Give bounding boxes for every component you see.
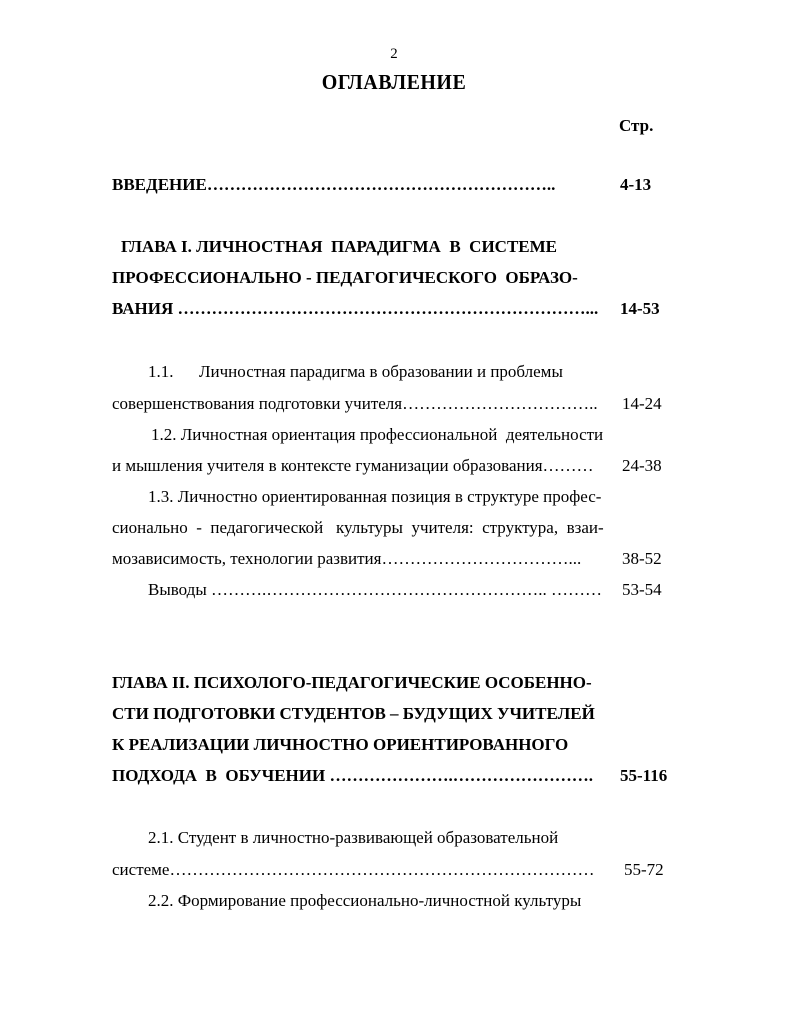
toc-section-1-3-line1: 1.3. Личностно ориентированная позиция в структуре профес- bbox=[148, 487, 602, 506]
toc-section-2-1-line1: 2.1. Студент в личностно-развивающей образовательной bbox=[148, 828, 559, 847]
toc-chapter2-line1: ГЛАВА II. ПСИХОЛОГО-ПЕДАГОГИЧЕСКИЕ ОСОБЕННО- bbox=[112, 673, 592, 692]
toc-intro-pages: 4-13 bbox=[620, 175, 652, 194]
toc-section-2-1-line2: системе………………………………………………………………… bbox=[112, 860, 595, 879]
toc-section-2-2-line1: 2.2. Формирование профессионально-личностной культуры bbox=[148, 891, 582, 910]
toc-section-2-1-pages: 55-72 bbox=[624, 860, 664, 879]
toc-section-1-1-pages: 14-24 bbox=[622, 394, 662, 413]
toc-section-1-3-line2: сионально - педагогической культуры учителя: структура, взаи- bbox=[112, 518, 604, 537]
toc-section-1-1-line1: 1.1. Личностная парадигма в образовании и проблемы bbox=[148, 362, 563, 381]
toc-section-1-2-line1: 1.2. Личностная ориентация профессиональной деятельности bbox=[151, 425, 604, 444]
toc-chapter1-pages: 14-53 bbox=[620, 299, 660, 318]
toc-chapter2-line3: К РЕАЛИЗАЦИИ ЛИЧНОСТНО ОРИЕНТИРОВАННОГО bbox=[112, 735, 569, 754]
toc-chapter1-line3: ВАНИЯ ………………………………………………………………... bbox=[112, 299, 599, 318]
page-number: 2 bbox=[390, 46, 398, 62]
toc-section-1-3-line3: мозависимость, технологии развития……………………………... bbox=[112, 549, 582, 568]
toc-section-1-2-line2: и мышления учителя в контексте гуманизации образования……… bbox=[112, 456, 594, 475]
toc-chapter1-line1: ГЛАВА I. ЛИЧНОСТНАЯ ПАРАДИГМА В СИСТЕМЕ bbox=[121, 237, 558, 256]
toc-chapter2-pages: 55-116 bbox=[620, 766, 668, 785]
pages-column-header: Стр. bbox=[619, 116, 654, 135]
toc-chapter1-line2: ПРОФЕССИОНАЛЬНО - ПЕДАГОГИЧЕСКОГО ОБРАЗО- bbox=[112, 268, 578, 287]
toc-section-1-1-line2: совершенствования подготовки учителя…………………………….. bbox=[112, 394, 598, 413]
toc-section-1-3-pages: 38-52 bbox=[622, 549, 662, 568]
toc-chapter2-line2: СТИ ПОДГОТОВКИ СТУДЕНТОВ – БУДУЩИХ УЧИТЕЛЕЙ bbox=[112, 704, 595, 723]
toc-section-1-2-pages: 24-38 bbox=[622, 456, 662, 475]
toc-conclusions: Выводы ……….………………………………………….. ……… bbox=[148, 580, 603, 599]
toc-conclusions-pages: 53-54 bbox=[622, 580, 662, 599]
page-title: ОГЛАВЛЕНИЕ bbox=[321, 70, 467, 94]
toc-chapter2-line4: ПОДХОДА В ОБУЧЕНИИ ………………….……………………. bbox=[112, 766, 593, 785]
toc-intro-title: ВВЕДЕНИЕ…………………………………………………….. bbox=[112, 175, 556, 194]
